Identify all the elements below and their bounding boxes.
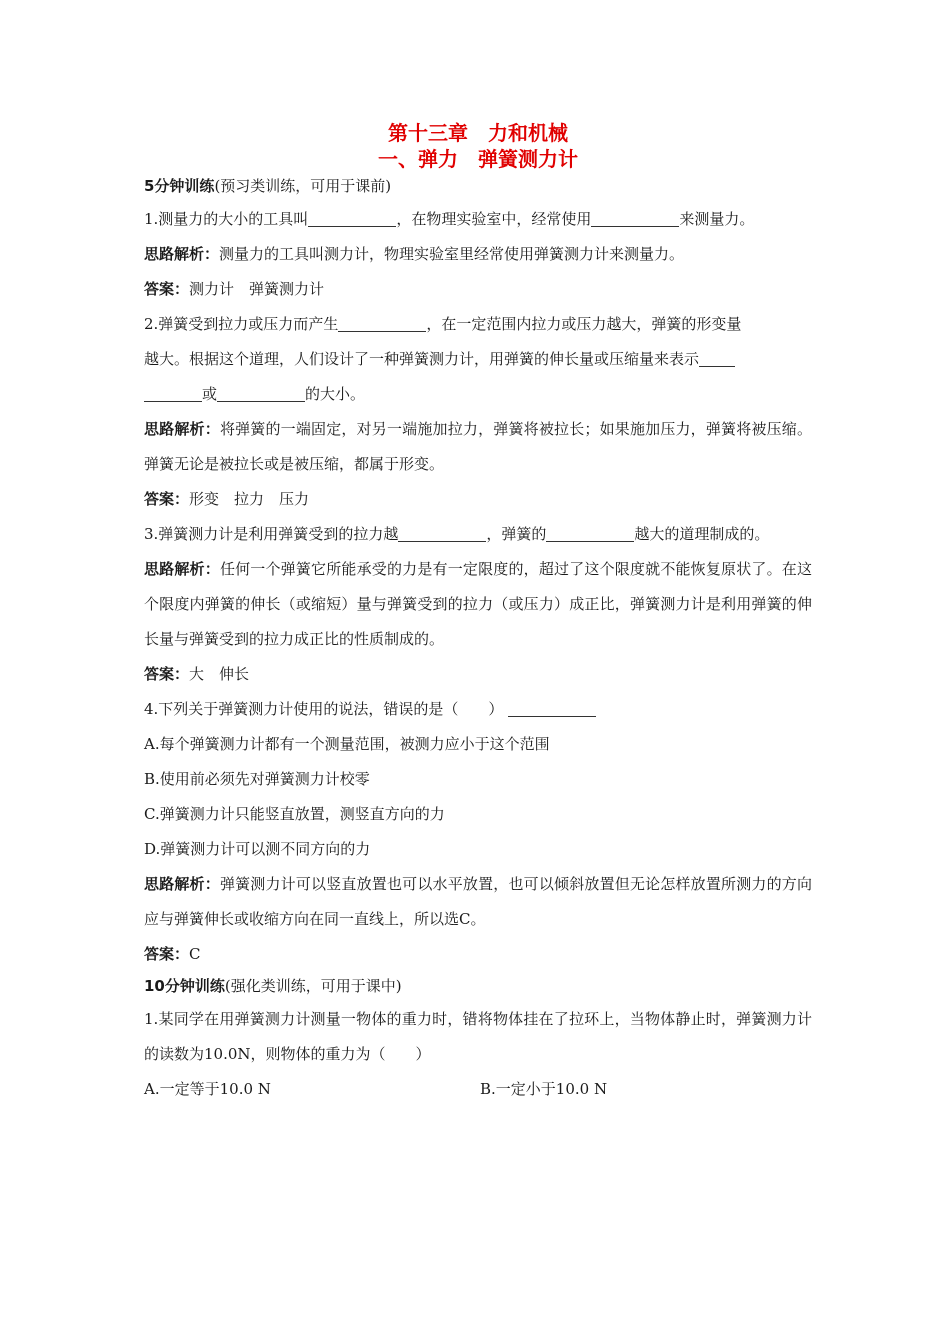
answer-text: 形变 拉力 压力: [189, 490, 310, 508]
question-text: 4.下列关于弹簧测力计使用的说法，错误的是（ ）: [144, 700, 504, 718]
question-text: 或: [202, 385, 218, 403]
answer-text: 测力计 弹簧测力计: [189, 280, 325, 298]
analysis-1: [144, 237, 812, 272]
question-2-line2: [144, 342, 812, 377]
question-1: [144, 202, 812, 237]
answer-label: 答案：: [144, 280, 190, 298]
answer-blank: [398, 525, 486, 542]
section-note: (预习类训练，可用于课前): [214, 177, 392, 195]
answer-blank: [308, 210, 396, 227]
analysis-2: [144, 412, 812, 482]
question-text: ，在物理实验室中，经常使用: [396, 210, 592, 228]
question-5: 1.某同学在用弹簧测力计测量一物体的重力时，错将物体挂在了拉环上，当物体静止时，弹簧测力计的读数为10.0N，则物体的重力为（ ）: [144, 1010, 812, 1063]
analysis-text: 测量力的工具叫测力计，物理实验室里经常使用弹簧测力计来测量力。: [219, 245, 685, 263]
option-a: A.一定等于10.0 N: [144, 1080, 271, 1098]
question-2: [144, 307, 812, 342]
question-4: [144, 692, 812, 727]
analysis-text: 将弹簧的一端固定，对另一端施加拉力，弹簧将被拉长；如果施加压力，弹簧将被压缩。弹簧无论是被拉长或是被压缩，都属于形变。: [144, 420, 812, 473]
chapter-title: 第十三章 力和机械: [388, 121, 568, 145]
answer-text: 大 伸长: [189, 665, 250, 683]
question-text: 越大。根据这个道理，人们设计了一种弹簧测力计，用弹簧的伸长量或压缩量来表示: [144, 350, 700, 368]
analysis-3: [144, 552, 812, 657]
answer-blank: [144, 385, 202, 402]
option-a: A.每个弹簧测力计都有一个测量范围，被测力应小于这个范围: [144, 735, 550, 753]
question-2-line3: [144, 377, 812, 412]
answer-2: [144, 482, 812, 517]
answer-blank: [591, 210, 679, 227]
question-3: [144, 517, 812, 552]
answer-blank: [546, 525, 634, 542]
section-note: (强化类训练，可用于课中): [224, 977, 402, 995]
lesson-title: 一、弹力 弹簧测力计: [378, 147, 578, 171]
question-text: ，在一定范围内拉力或压力越大，弹簧的形变量: [426, 315, 742, 333]
question-5-options: [144, 1072, 812, 1107]
question-text: 3.弹簧测力计是利用弹簧受到的拉力越: [144, 525, 399, 543]
analysis-label: 思路解析：: [144, 420, 220, 438]
question-text: ，弹簧的: [486, 525, 547, 543]
option-b: B.使用前必须先对弹簧测力计校零: [144, 770, 370, 788]
analysis-4: [144, 867, 812, 937]
analysis-label: 思路解析：: [144, 245, 220, 263]
answer-4: [144, 937, 812, 972]
option-c: C.弹簧测力计只能竖直放置，测竖直方向的力: [144, 805, 445, 823]
answer-blank: [217, 385, 305, 402]
section-heading-5min: [144, 176, 812, 196]
question-text: 1.测量力的大小的工具叫: [144, 210, 309, 228]
analysis-text: 任何一个弹簧它所能承受的力是有一定限度的，超过了这个限度就不能恢复原状了。在这个限度内弹簧的伸长（或缩短）量与弹簧受到的拉力（或压力）成正比，弹簧测力计是利用弹簧的伸长量与弹簧受到的拉力成正比的性质制成的。: [144, 560, 812, 648]
question-text: 来测量力。: [679, 210, 755, 228]
section-heading-10min: [144, 976, 812, 996]
option-b: B.一定小于10.0 N: [480, 1080, 608, 1098]
section-label: 10分钟训练: [144, 977, 225, 995]
answer-label: 答案：: [144, 490, 190, 508]
answer-blank: [699, 350, 735, 367]
section-label: 5分钟训练: [144, 177, 215, 195]
question-text: 越大的道理制成的。: [634, 525, 770, 543]
answer-label: 答案：: [144, 665, 190, 683]
question-text: 2.弹簧受到拉力或压力而产生: [144, 315, 339, 333]
answer-1: [144, 272, 812, 307]
analysis-label: 思路解析：: [144, 560, 220, 578]
question-text: 的大小。: [305, 385, 366, 403]
answer-label: 答案：: [144, 945, 190, 963]
answer-text: C: [189, 945, 201, 963]
answer-blank: [338, 315, 426, 332]
answer-3: [144, 657, 812, 692]
answer-blank: [508, 700, 596, 717]
analysis-label: 思路解析：: [144, 875, 220, 893]
document-page: [144, 120, 812, 1107]
analysis-text: 弹簧测力计可以竖直放置也可以水平放置，也可以倾斜放置但无论怎样放置所测力的方向应与弹簧伸长或收缩方向在同一直线上，所以选C。: [144, 875, 812, 928]
option-d: D.弹簧测力计可以测不同方向的力: [144, 840, 371, 858]
